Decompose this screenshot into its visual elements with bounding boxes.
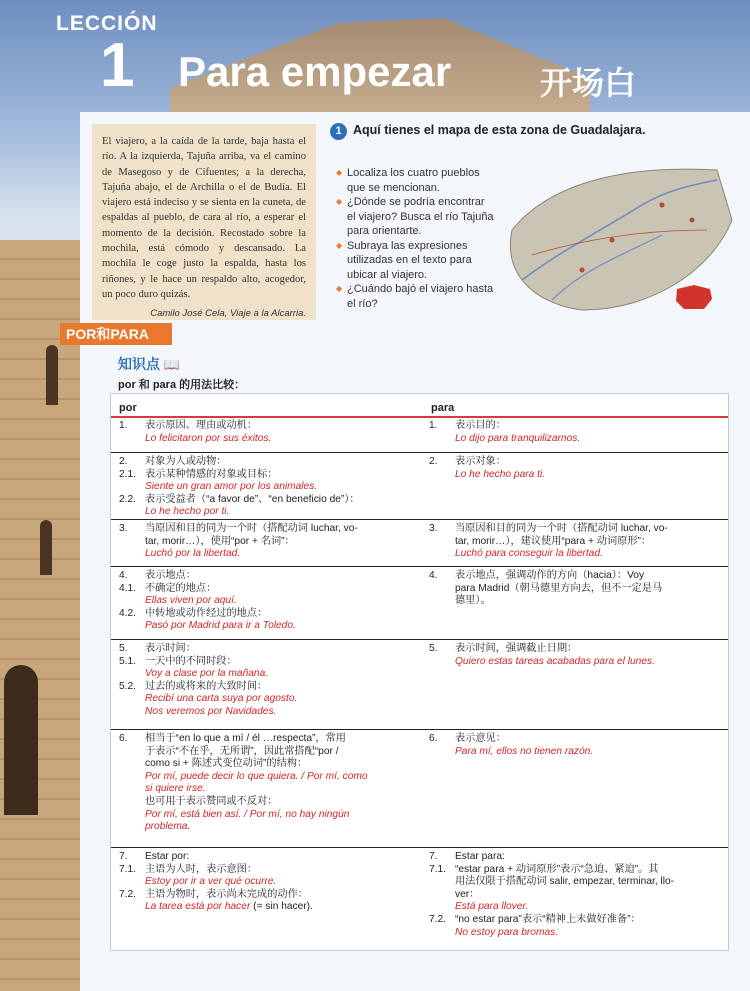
usage-text: 表示地点，强调动作的方向（hacia）：Voy (455, 570, 645, 581)
exercise-heading-text: Aquí tienes el mapa de esta zona de Guadalajara. (353, 123, 646, 137)
para-usage-cell (429, 733, 724, 758)
usage-number: 3. (429, 523, 438, 534)
para-usage-cell (429, 643, 724, 668)
usage-text: 表示某种情感的对象或目标： (145, 468, 278, 480)
example-sentence: Pasó por Madrid para ir a Toledo. (145, 620, 296, 632)
usage-line (119, 681, 414, 694)
usage-line (119, 523, 414, 536)
example-sentence: Para mí, ellos no tienen razón. (455, 745, 594, 757)
usage-line (119, 469, 414, 482)
usage-text-continued: 德里）。 (455, 595, 491, 607)
exercise-list (336, 166, 496, 311)
usage-text-continued: tar, morir…），使用“por + 名词”： (145, 535, 295, 547)
para-usage-cell (429, 420, 724, 445)
usage-line (429, 864, 724, 877)
usage-text: 对象为人或动物： (145, 456, 227, 467)
example-sentence: Recibí una carta suya por agosto. (145, 693, 298, 705)
example-sentence: Por mí, está bien así. / Por mí, no hay ningún (145, 808, 350, 820)
usage-text: “no estar para”表示“精神上未做好准备”： (455, 913, 641, 925)
usage-line (119, 420, 414, 433)
usage-number: 2. (119, 456, 128, 467)
usage-text: 当原因和目的同为一个时（搭配动词 luchar, vo- (455, 523, 668, 534)
example-sentence: No estoy para bromas. (455, 926, 559, 938)
example-sentence (119, 901, 414, 914)
usage-line (119, 583, 414, 596)
usage-number: 7.1. (119, 863, 136, 875)
usage-number: 7. (429, 851, 438, 862)
exercise-item: ◆ ¿Dónde se podría encontrar el viajero? Busca el río Tajuña para orientarte. (336, 195, 496, 239)
usage-text: Estar por: (145, 851, 190, 862)
knowledge-point-subtitle: por 和 para 的用法比较： (118, 379, 246, 391)
usage-number: 1. (429, 420, 438, 431)
usage-text: 一天中的不同时段： (145, 655, 237, 667)
usage-text: 主语为人时，表示意图： (145, 863, 258, 875)
usage-number: 5. (429, 643, 438, 654)
column-header-para: para (431, 402, 455, 414)
knowledge-point-title-text: 知识点 (118, 356, 160, 372)
usage-text: 主语为物时，表示尚未完成的动作： (145, 888, 308, 900)
usage-text: 不确定的地点： (145, 582, 217, 594)
example-text: La tarea está por hacer (145, 901, 251, 913)
lesson-label: LECCIÓN (56, 12, 158, 35)
usage-number: 3. (119, 523, 128, 534)
usage-number: 6. (119, 733, 128, 744)
usage-text-continued: 也可用于表示赞同或不反对： (145, 795, 278, 807)
exercise-number-badge: 1 (330, 123, 347, 140)
row-divider (111, 416, 728, 418)
example-sentence: Por mí, puede decir lo que quiera. / Por mí, como (145, 770, 368, 782)
usage-line (119, 456, 414, 469)
por-usage-cell (119, 523, 414, 561)
usage-text: 相当于“en lo que a mí / él …respecta”，常用 (145, 733, 346, 744)
usage-number: 2. (429, 456, 438, 467)
para-usage-cell (429, 570, 724, 608)
example-sentence: Siente un gran amor por los animales. (145, 481, 318, 493)
example-sentence: Lo dijo para tranquilizarnos. (455, 432, 581, 444)
usage-number: 7. (119, 851, 128, 862)
example-sentence: Voy a clase por la mañana. (145, 668, 269, 680)
usage-text: 表示对象： (455, 456, 506, 467)
usage-text-continued: para Madrid（朝马德里方向去，但不一定是马 (455, 582, 663, 594)
usage-line (429, 643, 724, 656)
usage-text-continued: 于表示“不在乎，无所谓”，因此常搭配“por / (145, 745, 339, 757)
usage-text: 过去的或将来的大致时间： (145, 680, 268, 692)
usage-number: 6. (429, 733, 438, 744)
usage-number: 7.1. (429, 863, 446, 875)
row-divider (111, 566, 728, 567)
usage-line (119, 733, 414, 746)
usage-line (119, 889, 414, 902)
usage-line (119, 656, 414, 669)
example-sentence: si quiere irse. (145, 783, 206, 795)
por-usage-cell (119, 851, 414, 914)
usage-text-continued: como si + 陈述式变位动词”的结构： (145, 758, 308, 770)
usage-number: 2.2. (119, 493, 136, 505)
stone-wall-photo (0, 240, 82, 991)
exercise-item: ◆ ¿Cuándo bajó el viajero hasta el río? (336, 282, 496, 311)
lesson-title-spanish: Para empezar (178, 48, 452, 95)
por-usage-cell (119, 420, 414, 445)
usage-number: 7.2. (429, 913, 446, 925)
example-sentence: Estoy por ir a ver qué ocurre. (145, 876, 277, 888)
usage-line (429, 570, 724, 583)
example-sentence: problema. (145, 821, 191, 833)
row-divider (111, 519, 728, 520)
por-usage-cell (119, 570, 414, 633)
por-usage-cell (119, 733, 414, 834)
usage-number: 5.1. (119, 655, 136, 667)
row-divider (111, 639, 728, 640)
usage-text-continued: ver： (455, 888, 480, 900)
por-usage-cell (119, 456, 414, 519)
example-sentence: Quiero estas tareas acabadas para el lunes. (455, 655, 655, 667)
usage-line (429, 420, 724, 433)
usage-text: 表示受益者（“a favor de”、“en beneficio de”）： (145, 493, 360, 505)
usage-number: 4. (429, 570, 438, 581)
usage-line (119, 643, 414, 656)
row-divider (111, 847, 728, 848)
usage-text: Estar para: (455, 851, 505, 862)
usage-number: 7.2. (119, 888, 136, 900)
para-usage-cell (429, 456, 724, 481)
usage-number: 5. (119, 643, 128, 654)
usage-text: 表示意见： (455, 733, 506, 744)
reading-source: Camilo José Cela, Viaje a la Alcarria. (150, 308, 306, 320)
usage-text: “estar para + 动词原形”表示“急迫、紧迫”。其 (455, 863, 659, 875)
por-usage-cell (119, 643, 414, 719)
example-sentence: Luchó por la libertad. (145, 548, 241, 560)
example-sentence: Luchó para conseguir la libertad. (455, 548, 603, 560)
usage-text-continued: tar, morir…），建议使用“para + 动词原形”： (455, 535, 652, 547)
para-usage-cell (429, 523, 724, 561)
usage-line (119, 494, 414, 507)
usage-number: 4. (119, 570, 128, 581)
por-para-comparison-table (110, 393, 729, 951)
spain-locator-map (674, 283, 714, 311)
usage-number: 2.1. (119, 468, 136, 480)
example-sentence: Lo felicitaron por sus éxitos. (145, 432, 272, 444)
usage-text-continued: 用法仅限于搭配动词 salir, empezar, terminar, llo- (455, 876, 675, 888)
usage-line (119, 608, 414, 621)
usage-number: 1. (119, 420, 128, 431)
example-sentence: Lo he hecho para ti. (455, 468, 546, 480)
usage-text: 表示时间，强调截止日期： (455, 643, 578, 654)
usage-line (429, 523, 724, 536)
open-book-icon: 📖 (163, 357, 181, 372)
lesson-title-chinese: 开场白 (540, 65, 637, 101)
example-sentence: Nos veremos por Navidades. (145, 705, 277, 717)
usage-line (119, 851, 414, 864)
exercise-item: ◆ Localiza los cuatro pueblos que se mencionan. (336, 166, 496, 195)
usage-text: 表示原因、理由或动机： (145, 420, 258, 431)
usage-line (429, 733, 724, 746)
example-sentence: Ellas viven por aquí. (145, 595, 237, 607)
row-divider (111, 452, 728, 453)
usage-text: 中转地或动作经过的地点： (145, 607, 268, 619)
usage-line (429, 456, 724, 469)
exercise-heading (330, 123, 645, 140)
usage-number: 4.2. (119, 607, 136, 619)
usage-text: 表示地点： (145, 570, 196, 581)
para-usage-cell (429, 851, 724, 939)
usage-number: 4.1. (119, 582, 136, 594)
usage-line (429, 914, 724, 927)
row-divider (111, 729, 728, 730)
example-gloss: (= sin hacer). (250, 901, 313, 913)
knowledge-point-title (118, 354, 180, 374)
usage-line (119, 570, 414, 583)
usage-number: 5.2. (119, 680, 136, 692)
usage-line (429, 851, 724, 864)
usage-line (119, 864, 414, 877)
usage-text: 表示时间： (145, 643, 196, 654)
reading-passage (92, 124, 316, 320)
lesson-number: 1 (100, 31, 135, 100)
example-sentence: Está para llover. (455, 901, 529, 913)
exercise-item: ◆ Subraya las expresiones utilizadas en el texto para ubicar al viajero. (336, 239, 496, 283)
example-sentence: Lo he hecho por ti. (145, 506, 230, 518)
reading-text: El viajero, a la caída de la tarde, baja hasta el río. A la izquierda, Tajuña arriba, va el camino de Masegoso y de Cifuentes; a la derecha, Tajuña abajo, el de Archilla o el de Budía. El viajero está indeciso y se sienta en la cuneta, de espaldas al pueblo, de cara al río, a esperar el momento de la decisión. Recostado sobre la mochila, está cómodo y descansado. La mochila le coge justo la espalda, hasta los riñones, y le hace un respaldo alto, acogedor, un poco duro quizás. (102, 136, 306, 300)
usage-text: 表示目的： (455, 420, 506, 431)
column-header-por: por (119, 402, 137, 414)
usage-text: 当原因和目的同为一个时（搭配动词 luchar, vo- (145, 523, 358, 534)
por-para-section-tab: POR和PARA (60, 323, 172, 345)
